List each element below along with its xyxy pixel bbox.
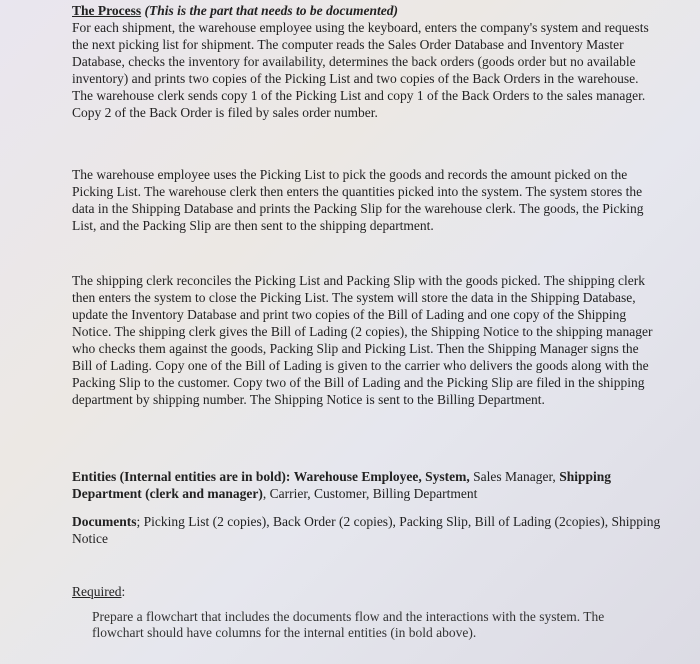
- entities-normal2: , Carrier, Customer, Billing Department: [262, 486, 478, 501]
- entities-normal1: Sales Manager,: [473, 469, 556, 484]
- heading-title: The Process: [72, 3, 142, 18]
- documents-label: Documents: [72, 514, 137, 529]
- required-heading: [72, 584, 125, 600]
- required-text: Prepare a flowchart that includes the documents flow and the interactions with the system. The flowchart should have columns for the internal entities (in bold above).: [92, 609, 605, 640]
- required-colon: :: [121, 584, 126, 599]
- entities-paragraph: [72, 468, 662, 502]
- paragraph-2: The warehouse employee uses the Picking List to pick the goods and records the amount picked on the Picking List. The warehouse clerk then enters the quantities picked into the system. The system stores the data in the Shipping Database and prints the Packing Slip for the warehouse clerk. The goods, the Picking List, and the Packing Slip are then sent to the shipping department.: [72, 167, 644, 233]
- heading-note: (This is the part that needs to be documented): [144, 3, 399, 18]
- paragraph-3: The shipping clerk reconciles the Picking List and Packing Slip with the goods picked. The shipping clerk then enters the system to close the Picking List. The system will store the data in the Shipping Database, update the Inventory Database and print two copies of the Bill of Lading and one copy of the Shipping Notice. The shipping clerk gives the Bill of Lading (2 copies), the Shipping Notice to the shipping manager who checks them against the goods, Packing Slip and Picking List. Then the Shipping Manager signs the Bill of Lading. Copy one of the Bill of Lading is given to the carrier who delivers the goods along with the Packing Slip to the customer. Copy two of the Bill of Lading and the Picking Slip are filed in the shipping department by shipping number. The Shipping Notice is sent to the Billing Department.: [72, 273, 653, 407]
- entities-label: Entities (Internal entities are in bold):: [72, 469, 291, 484]
- documents-text: ; Picking List (2 copies), Back Order (2 copies), Packing Slip, Bill of Lading (2copies), Shipping Notice: [72, 514, 661, 546]
- paragraph-1: For each shipment, the warehouse employee using the keyboard, enters the company's system and requests the next picking list for shipment. The computer reads the Sales Order Database and Inventory Master Database, checks the inventory for availability, determines the back orders (goods order but no available inventory) and prints two copies of the Picking List and two copies of the Back Orders in the warehouse. The warehouse clerk sends copy 1 of the Picking List and copy 1 of the Back Orders to the sales manager. Copy 2 of the Back Order is filed by sales order number.: [72, 20, 649, 120]
- required-label: Required: [72, 584, 122, 599]
- entities-bold2: Shipping Department (clerk and manager): [72, 469, 611, 501]
- entities-bold: Warehouse Employee, System,: [293, 469, 470, 484]
- process-heading: [72, 2, 398, 19]
- documents-paragraph: [72, 513, 662, 547]
